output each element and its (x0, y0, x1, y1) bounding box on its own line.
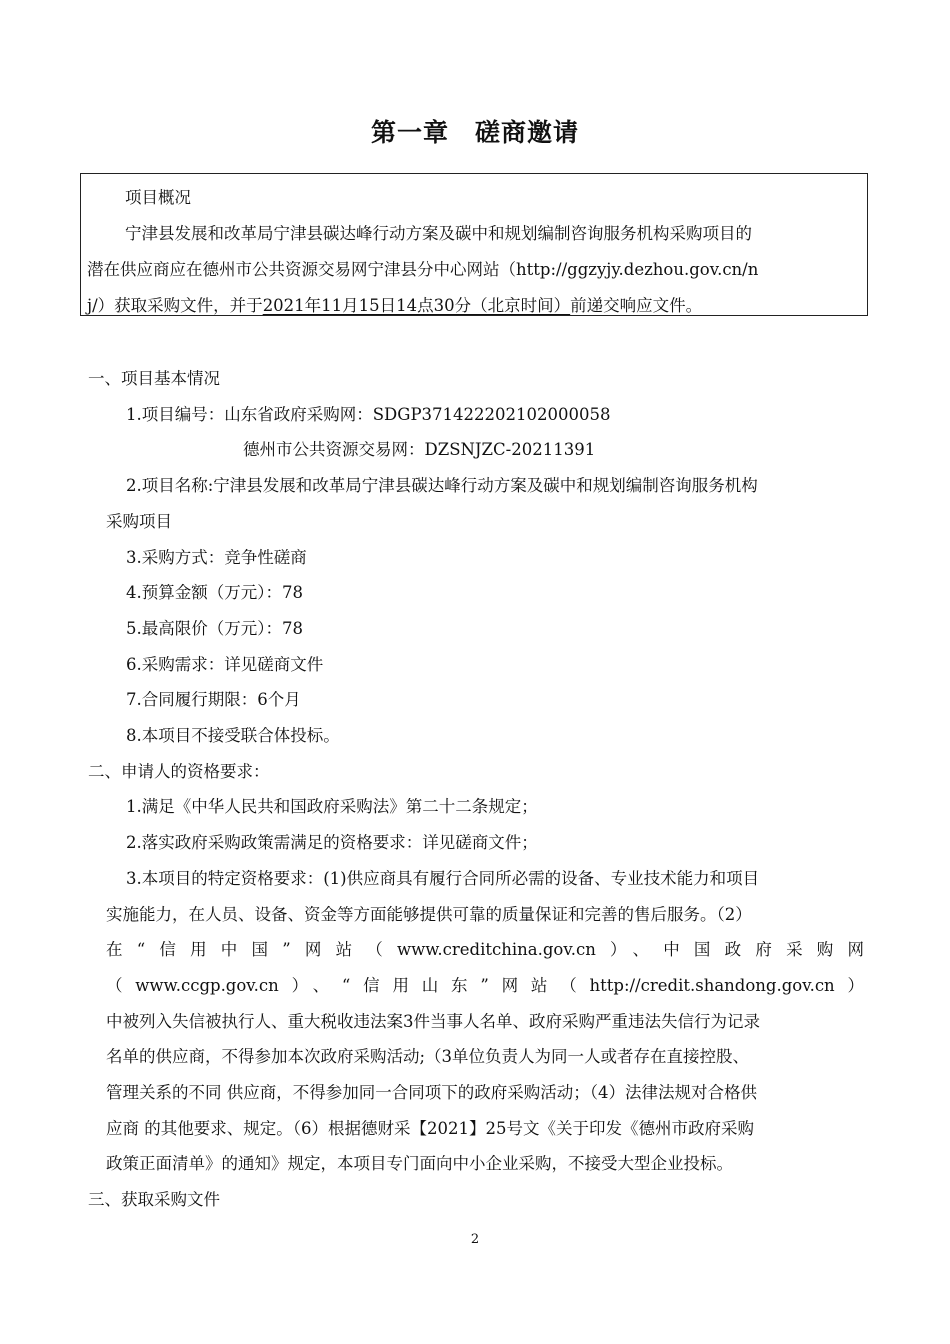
procurement-requirements: 6.采购需求：详见磋商文件 (126, 654, 324, 674)
page-number: 2 (470, 1232, 480, 1247)
qualification-3-line: 中被列入失信被执行人、重大税收违法案3件当事人名单、政府采购严重违法失信行为记录 (106, 1011, 760, 1031)
qualification-1: 1.满足《中华人民共和国政府采购法》第二十二条规定； (126, 797, 538, 817)
overview-line-3 (87, 288, 861, 324)
submission-deadline: 2021年11月15日14点30分（北京时间） (262, 296, 571, 315)
project-number-1: 1.项目编号：山东省政府采购网：SDGP371422202102000058 (126, 404, 611, 424)
section-1-heading: 一、项目基本情况 (88, 369, 220, 388)
qualification-3-line: 管理关系的不同 供应商，不得参加同一合同项下的政府采购活动；（4）法律法规对合格供 (106, 1083, 757, 1103)
qualification-3-line: 名单的供应商，不得参加本次政府采购活动;（3单位负责人为同一人或者存在直接控股、 (106, 1047, 750, 1067)
max-price: 5.最高限价（万元）：78 (126, 618, 303, 638)
qualification-3-line: 在“信用中国”网站（www.creditchina.gov.cn）、中国政府采购网 (106, 940, 864, 960)
section-3-heading: 三、获取采购文件 (88, 1190, 220, 1210)
chapter-title (0, 113, 950, 149)
overview-line-3-end: 前递交响应文件。 (570, 296, 703, 315)
overview-line-2: 潜在供应商应在德州市公共资源交易网宁津县分中心网站（http://ggzyjy.dezhou.gov.cn/n (87, 260, 759, 279)
qualification-3-line: （www.ccgp.gov.cn）、“信用山东”网站（http://credit.shandong.gov.cn） (106, 975, 864, 995)
qualification-3 (88, 861, 864, 1182)
qualification-3-line: 应商 的其他要求、规定。（6）根据德财采【2021】25号文《关于印发《德州市政府采购 (106, 1118, 754, 1138)
project-number-2: 德州市公共资源交易网：DZSNJZC-20211391 (243, 440, 596, 460)
project-name: 2.项目名称:宁津县发展和改革局宁津县碳达峰行动方案及碳中和规划编制咨询服务机构 (126, 476, 758, 496)
section-2-heading: 二、申请人的资格要求： (88, 761, 270, 781)
chapter-title-text: 第一章 磋商邀请 (370, 118, 579, 147)
qualification-3-line: 3.本项目的特定资格要求：(1)供应商具有履行合同所必需的设备、专业技术能力和项目 (126, 868, 760, 888)
project-name-cont: 采购项目 (106, 511, 172, 531)
contract-period: 7.合同履行期限：6个月 (126, 690, 301, 710)
overview-line-1: 宁津县发展和改革局宁津县碳达峰行动方案及碳中和规划编制咨询服务机构采购项目的 (125, 224, 752, 243)
overview-line-3-start: j/）获取采购文件，并于 (87, 296, 263, 315)
procurement-method: 3.采购方式：竞争性磋商 (126, 547, 307, 567)
project-overview-box (80, 173, 868, 316)
no-consortium: 8.本项目不接受联合体投标。 (126, 726, 340, 746)
budget-amount: 4.预算金额（万元）：78 (126, 583, 303, 603)
document-body (88, 361, 864, 1218)
qualification-3-line: 政策正面清单》的通知》规定，本项目专门面向中小企业采购，不接受大型企业投标。 (106, 1154, 733, 1174)
qualification-3-line: 实施能力，在人员、设备、资金等方面能够提供可靠的质量保证和完善的售后服务。（2） (106, 904, 752, 924)
overview-heading: 项目概况 (125, 188, 191, 207)
qualification-2: 2.落实政府采购政策需满足的资格要求：详见磋商文件； (126, 833, 538, 853)
